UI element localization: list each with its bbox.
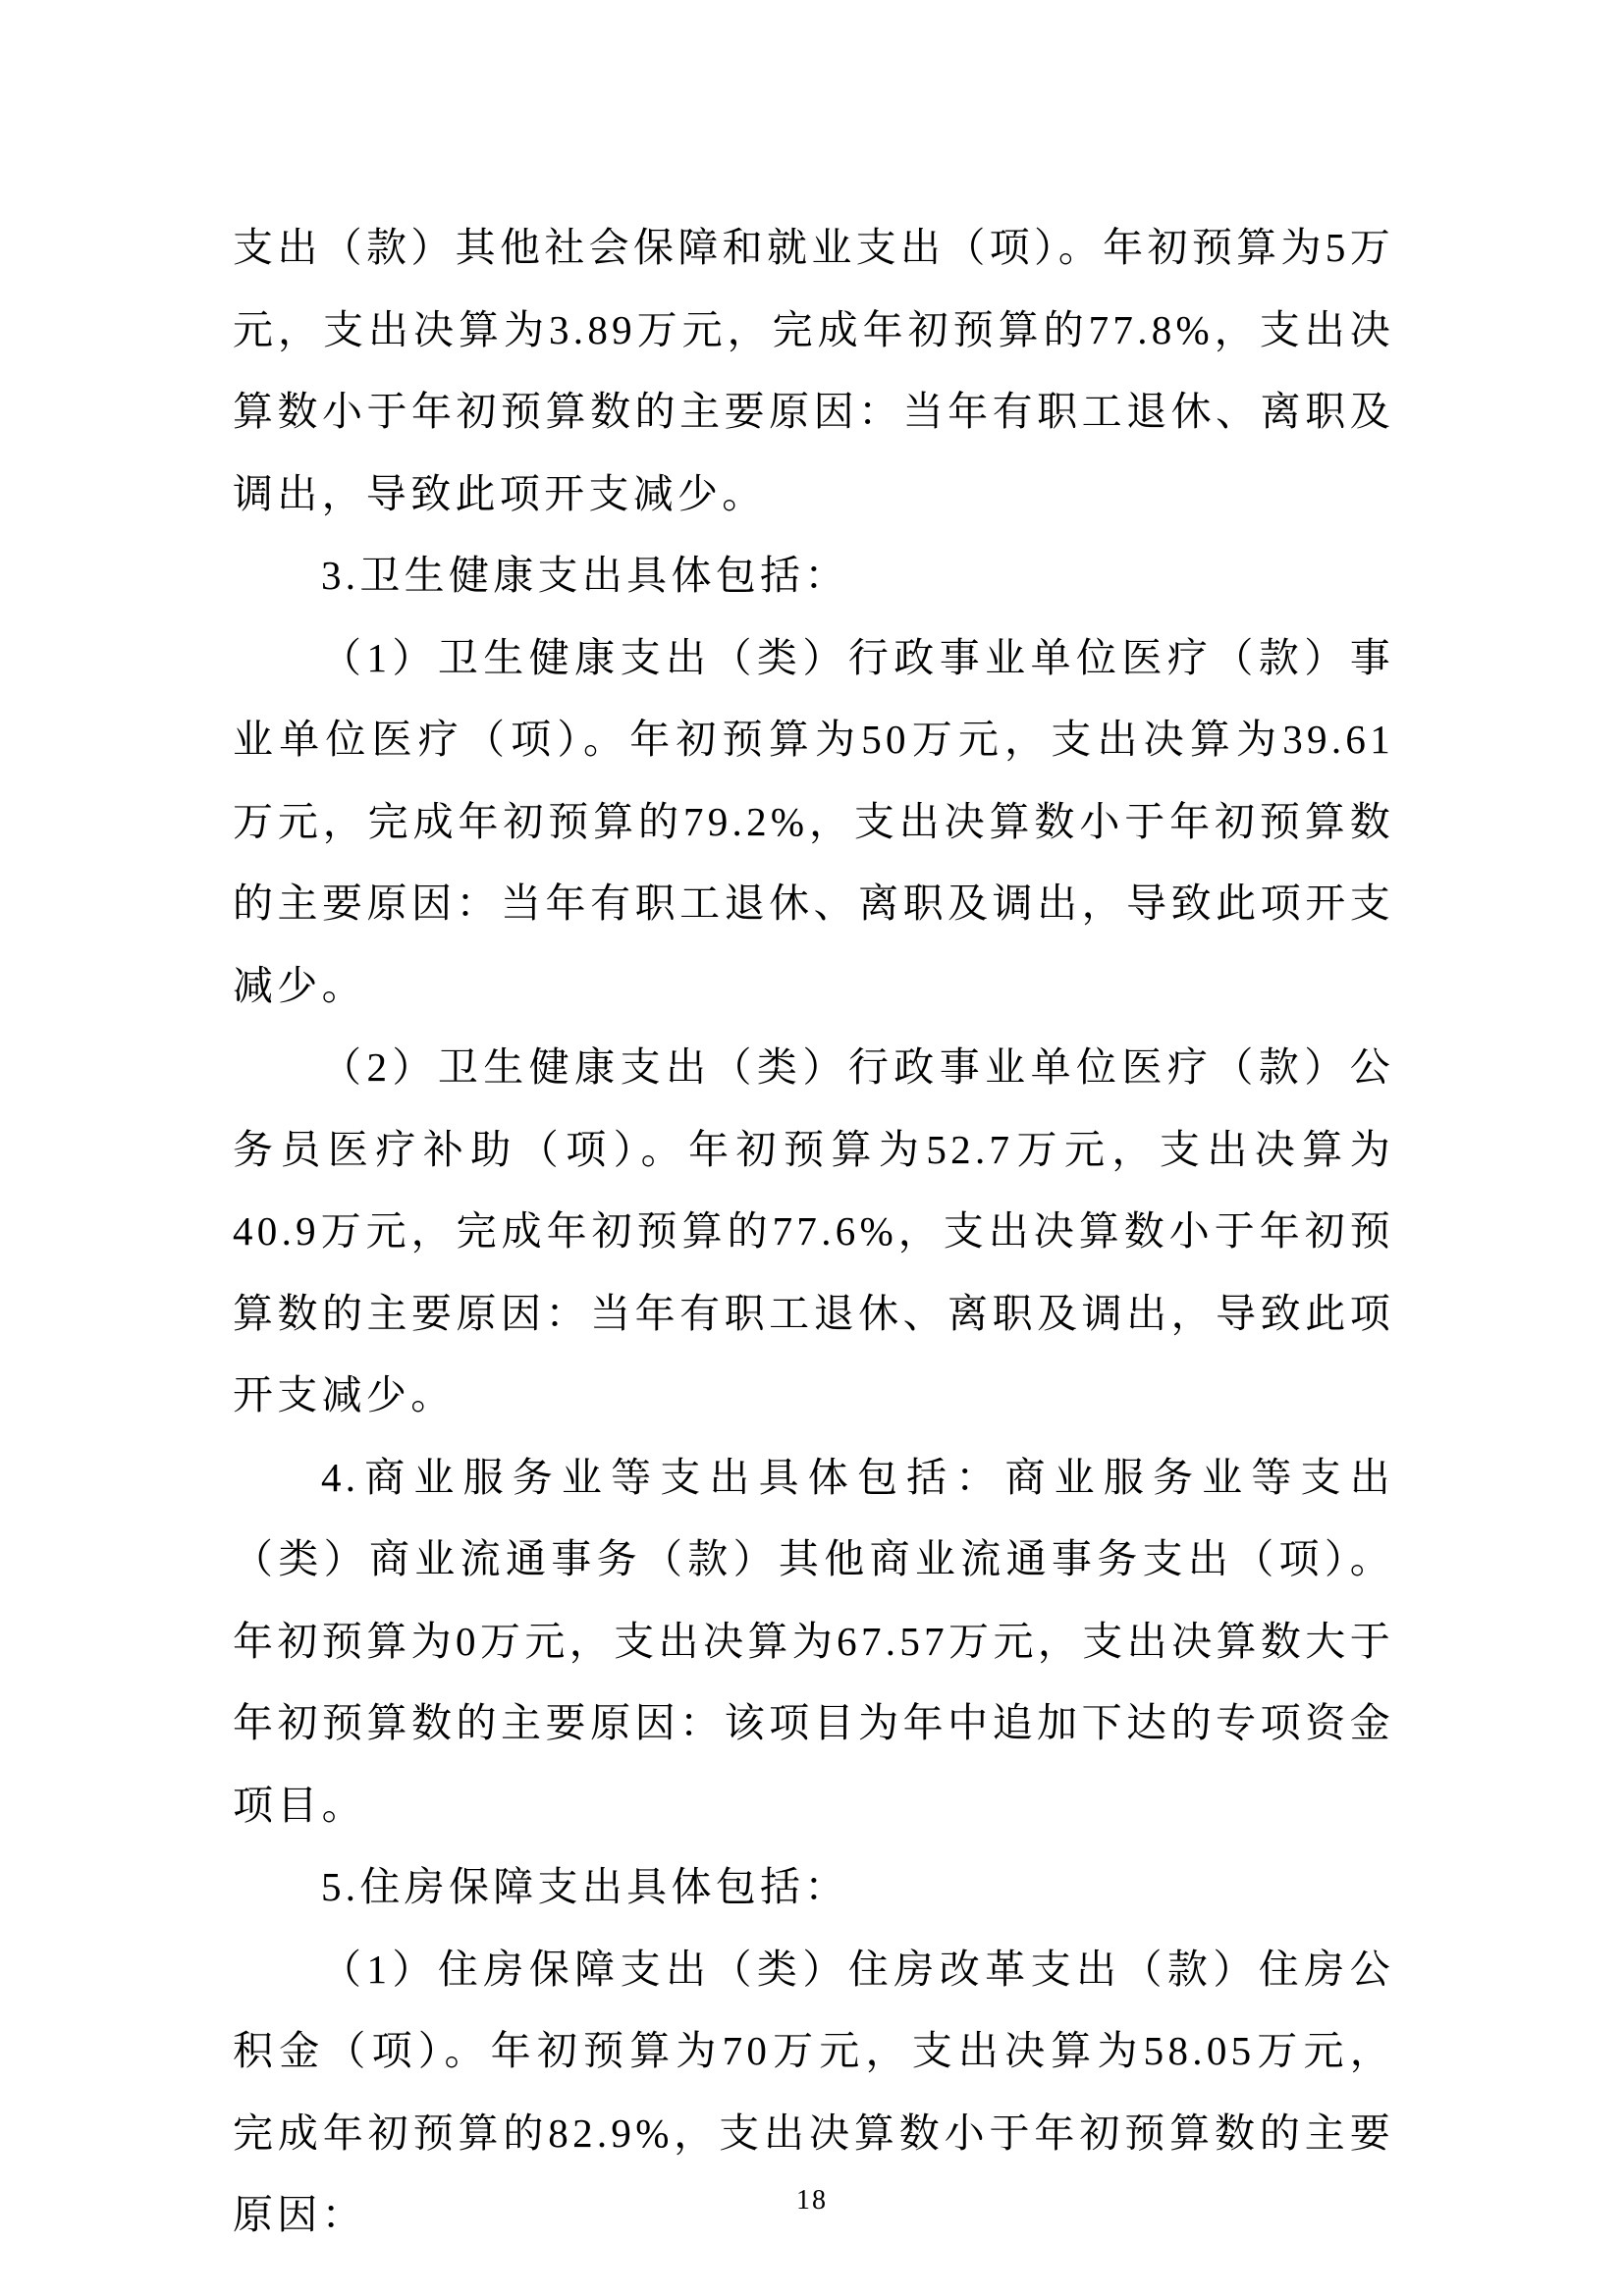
paragraph: （1）住房保障支出（类）住房改革支出（款）住房公积金（项）。年初预算为70万元，支出决算为58.05万元，完成年初预算的82.9%，支出决算数小于年初预算数的主要原因： bbox=[233, 1946, 1394, 2237]
paragraph: （1）卫生健康支出（类）行政事业单位医疗（款）事业单位医疗（项）。年初预算为50万元，支出决算为39.61万元，完成年初预算的79.2%，支出决算数小于年初预算数的主要原因：当年有职工退休、离职及调出，导致此项开支减少。 bbox=[233, 634, 1394, 1008]
paragraph: 4.商业服务业等支出具体包括：商业服务业等支出（类）商业流通事务（款）其他商业流通事务支出（项）。年初预算为0万元，支出决算为67.57万元，支出决算数大于年初预算数的主要原因：该项目为年中追加下达的专项资金项目。 bbox=[233, 1454, 1394, 1828]
document-body-text bbox=[233, 207, 1394, 2257]
paragraph: （2）卫生健康支出（类）行政事业单位医疗（款）公务员医疗补助（项）。年初预算为52.7万元，支出决算为40.9万元，完成年初预算的77.6%，支出决算数小于年初预算数的主要原因：当年有职工退休、离职及调出，导致此项开支减少。 bbox=[233, 1044, 1394, 1417]
paragraph: 支出（款）其他社会保障和就业支出（项）。年初预算为5万元，支出决算为3.89万元，完成年初预算的77.8%，支出决算数小于年初预算数的主要原因：当年有职工退休、离职及调出，导致此项开支减少。 bbox=[233, 225, 1394, 516]
paragraph: 3.卫生健康支出具体包括： bbox=[321, 553, 849, 598]
page-number: 18 bbox=[796, 2185, 828, 2216]
paragraph: 5.住房保障支出具体包括： bbox=[321, 1864, 849, 1909]
